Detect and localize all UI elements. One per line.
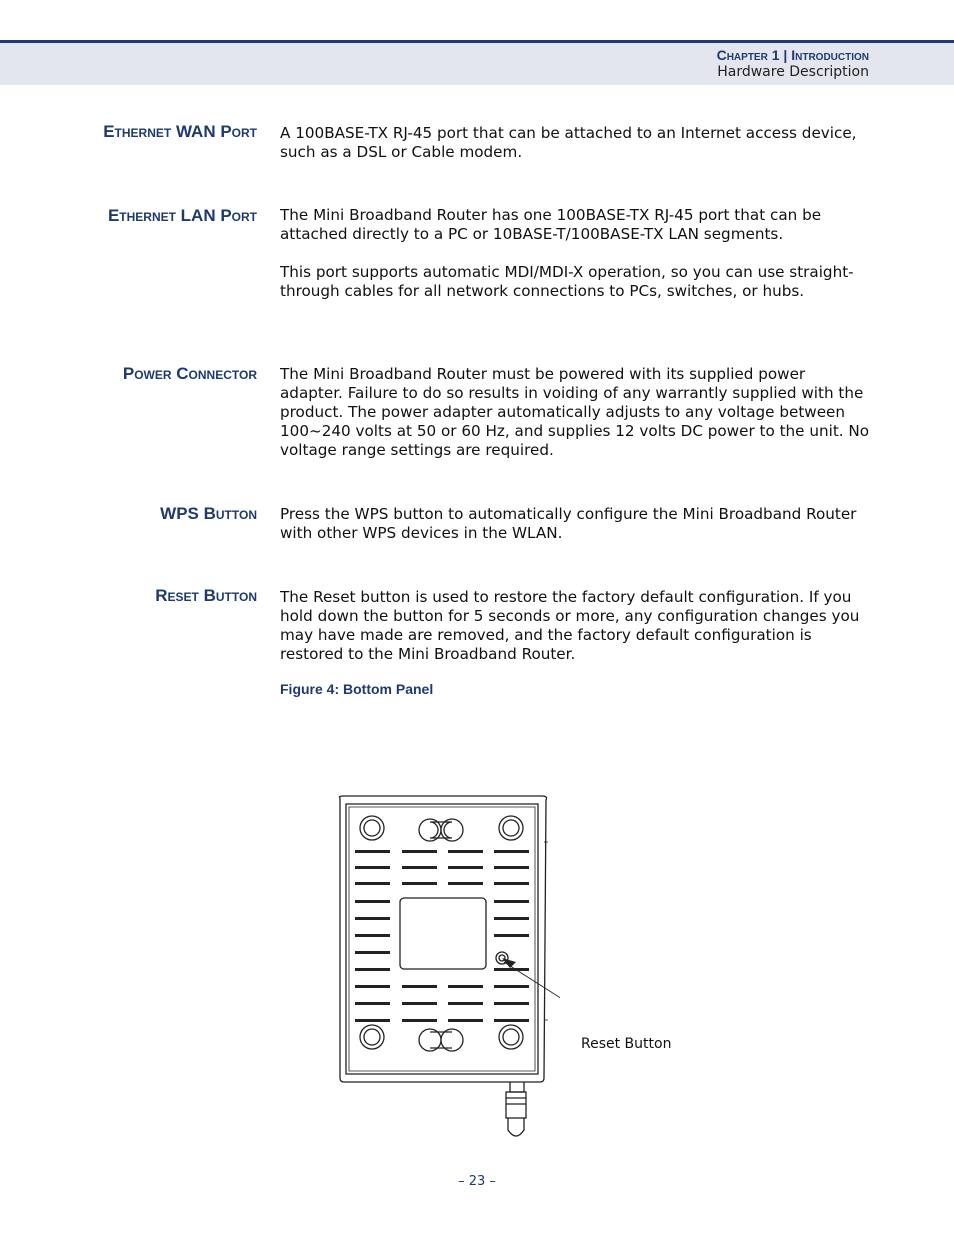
section-body-ethernet-lan xyxy=(280,206,872,244)
section-title-wps-button: WPS Button xyxy=(160,504,257,523)
section-title-ethernet-wan: Ethernet WAN Port xyxy=(103,122,257,141)
section-body-power-connector xyxy=(280,365,872,460)
paragraph: This port supports automatic MDI/MDI-X operation, so you can use straight-through cables for all network connections to PCs, switches, or hubs. xyxy=(280,263,854,300)
bottom-panel-drawing xyxy=(330,790,560,1150)
page-number: – 23 – xyxy=(458,1174,496,1189)
section-body-wps-button xyxy=(280,505,872,543)
header-chapter-title: Introduction xyxy=(791,47,869,63)
section-title-power-connector: Power Connector xyxy=(122,364,257,383)
header-separator: | xyxy=(783,47,788,63)
section-title-ethernet-lan: Ethernet LAN Port xyxy=(107,206,257,225)
paragraph: The Reset button is used to restore the factory default configuration. If you hold down the button for 5 seconds or more, any configuration changes you may have made are removed, and the factory default configuration is restored to the Mini Broadband Router. xyxy=(280,588,860,663)
header-chapter-word: Chapter xyxy=(716,47,768,63)
section-body-ethernet-wan xyxy=(280,124,872,162)
header-chapter-number: 1 xyxy=(771,47,780,63)
paragraph: Press the WPS button to automatically configure the Mini Broadband Router with other WPS devices in the WLAN. xyxy=(280,505,857,542)
paragraph: A 100BASE-TX RJ-45 port that can be attached to an Internet access device, such as a DSL or Cable modem. xyxy=(280,124,857,161)
paragraph: The Mini Broadband Router has one 100BASE-TX RJ-45 port that can be attached directly to a PC or 10BASE-T/100BASE-TX LAN segments. xyxy=(280,206,822,243)
section-body-ethernet-lan-2 xyxy=(280,263,872,301)
figure-callout-reset-button: Reset Button xyxy=(581,1036,672,1052)
figure-caption: Figure 4: Bottom Panel xyxy=(280,681,434,697)
section-body-reset-button xyxy=(280,588,872,664)
section-title-reset-button: Reset Button xyxy=(155,586,257,605)
header-chapter xyxy=(717,47,869,63)
paragraph: The Mini Broadband Router must be powered with its supplied power adapter. Failure to do so results in voiding of any warrantly supplied with the product. The power adapter automatically adjusts to any voltage between 100~240 volts at 50 or 60 Hz, and supplies 12 volts DC power to the unit. No voltage range settings are required. xyxy=(280,365,870,459)
header-subtitle: Hardware Description xyxy=(717,64,869,80)
